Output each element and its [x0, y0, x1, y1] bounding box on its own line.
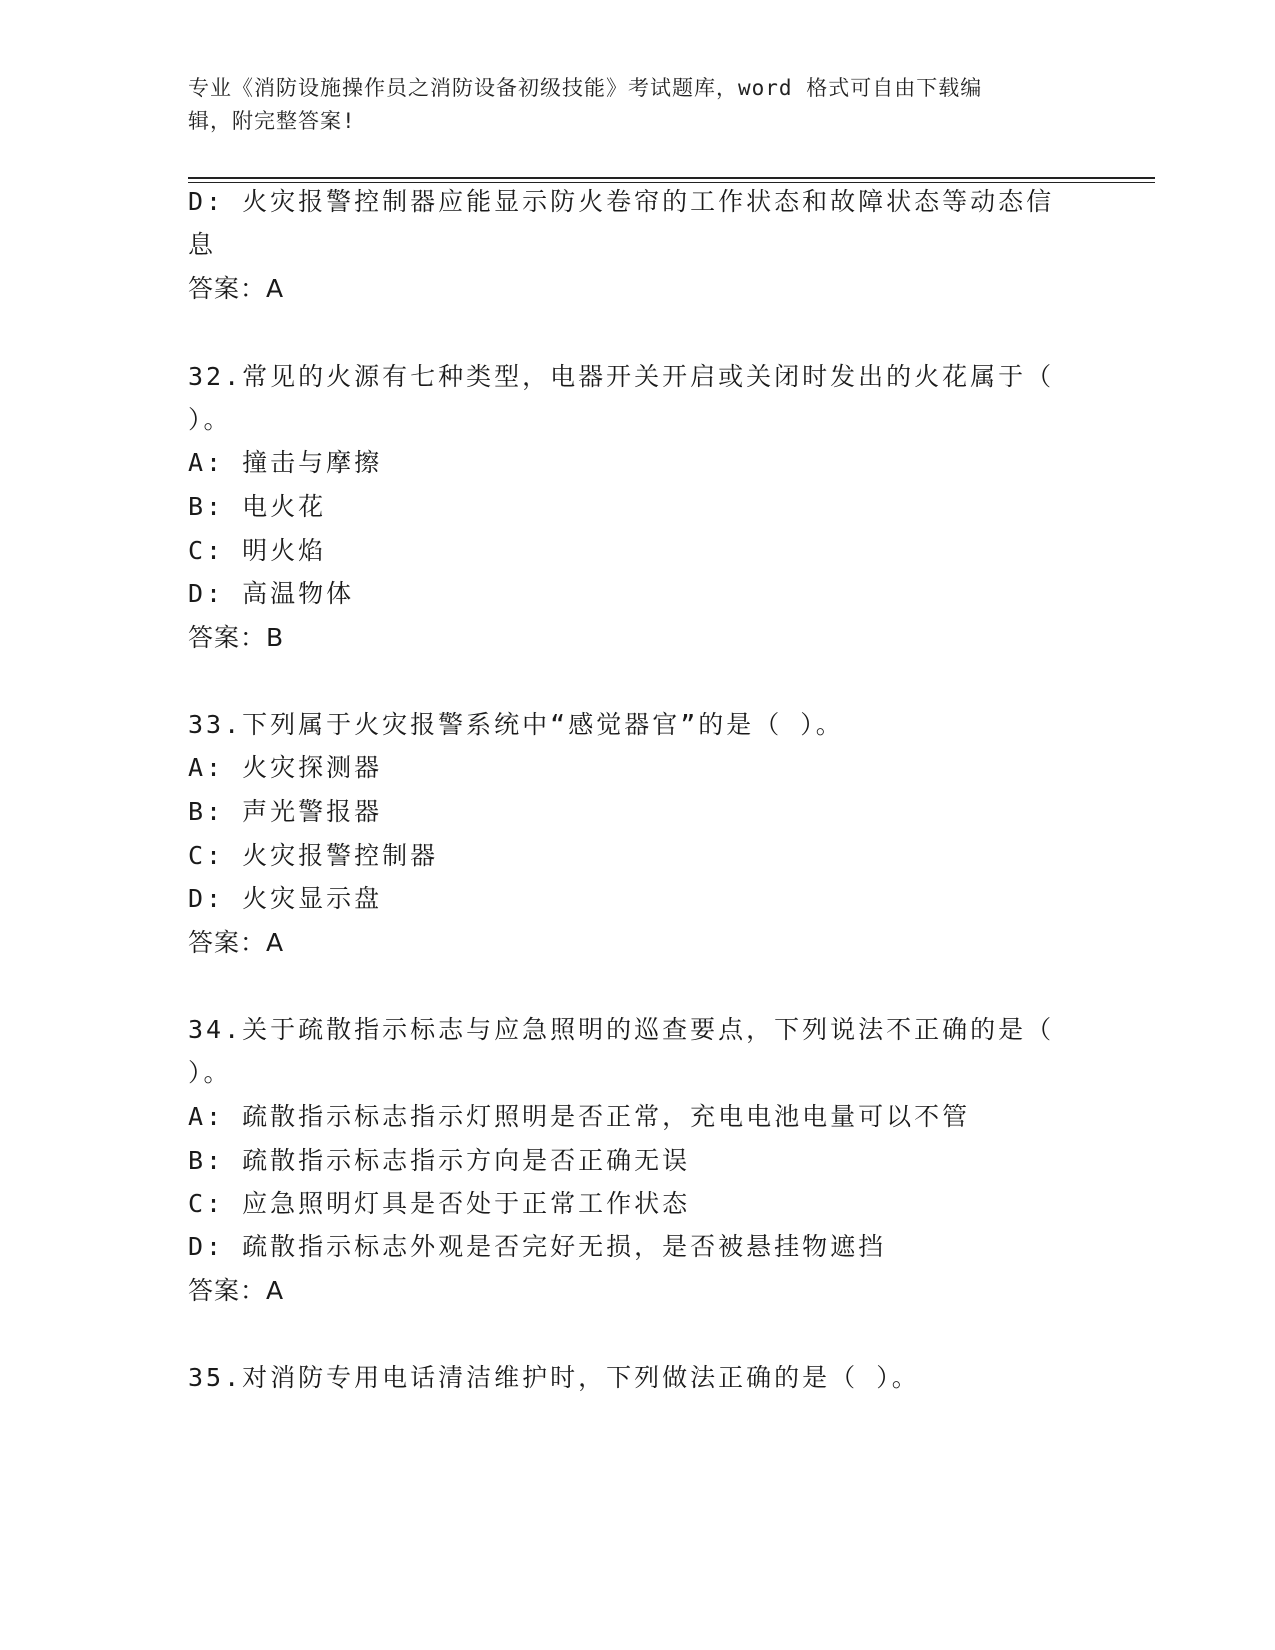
question-33-option-c: C: 火灾报警控制器	[188, 841, 439, 870]
question-34-option-d: D: 疏散指示标志外观是否完好无损，是否被悬挂物遮挡	[188, 1232, 887, 1261]
question-34-option-a: A: 疏散指示标志指示灯照明是否正常，充电电池电量可以不管	[188, 1102, 971, 1131]
question-32-option-a: A: 撞击与摩擦	[188, 448, 383, 477]
question-32-stem-line-1: 32.常见的火源有七种类型，电器开关开启或关闭时发出的火花属于（	[188, 362, 1055, 391]
question-32-option-b: B: 电火花	[188, 492, 327, 521]
document-header	[188, 72, 1088, 138]
prev-option-d-line-2: 息	[188, 230, 217, 259]
header-line-1: 专业《消防设施操作员之消防设备初级技能》考试题库，word 格式可自由下载编	[188, 76, 983, 100]
question-35-stem-line-1: 35.对消防专用电话清洁维护时，下列做法正确的是（ ）。	[188, 1363, 920, 1392]
question-33-stem-line-1: 33.下列属于火灾报警系统中“感觉器官”的是（ ）。	[188, 710, 844, 739]
question-33-option-b: B: 声光警报器	[188, 797, 383, 826]
question-33-option-a: A: 火灾探测器	[188, 753, 383, 782]
question-34-stem-line-1: 34.关于疏散指示标志与应急照明的巡查要点，下列说法不正确的是（	[188, 1015, 1055, 1044]
header-divider-thin	[188, 182, 1155, 183]
question-34-stem-line-2: ）。	[188, 1058, 232, 1087]
question-32-stem-line-2: ）。	[188, 405, 232, 434]
question-33-option-d: D: 火灾显示盘	[188, 884, 383, 913]
question-32-answer: 答案：B	[188, 623, 285, 652]
question-34-option-b: B: 疏散指示标志指示方向是否正确无误	[188, 1146, 691, 1175]
prev-option-d-line-1: D: 火灾报警控制器应能显示防火卷帘的工作状态和故障状态等动态信	[188, 187, 1055, 216]
question-33-answer: 答案：A	[188, 928, 285, 957]
header-divider-thick	[188, 177, 1155, 179]
question-32-option-d: D: 高温物体	[188, 579, 355, 608]
question-34-answer: 答案：A	[188, 1276, 285, 1305]
prev-answer: 答案：A	[188, 274, 285, 303]
header-line-2: 辑，附完整答案!	[188, 109, 356, 133]
question-32-option-c: C: 明火焰	[188, 536, 327, 565]
question-34-option-c: C: 应急照明灯具是否处于正常工作状态	[188, 1189, 691, 1218]
